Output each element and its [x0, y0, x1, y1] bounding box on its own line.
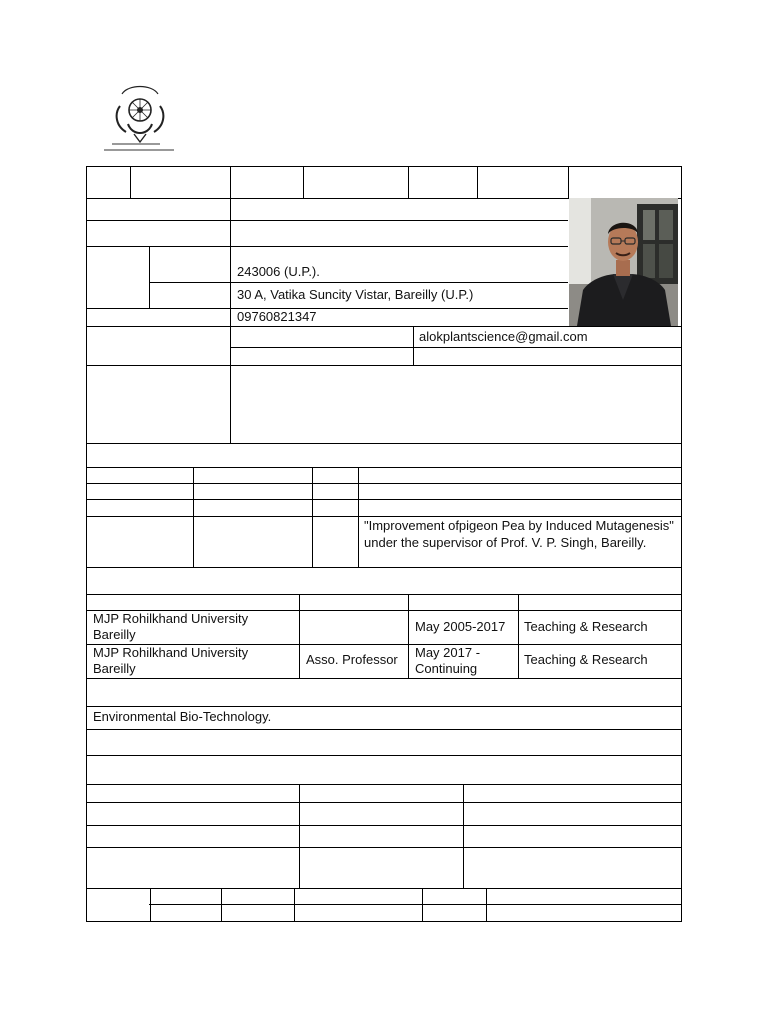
- phd-thesis-title: "Improvement ofpigeon Pea by Induced Mutagenesis" under the supervisor of Prof. V. P. Singh, Bareilly.: [364, 518, 674, 550]
- experience-row-1-nature: Teaching & Research: [524, 619, 648, 634]
- experience-row-2-organization: MJP Rohilkhand University Bareilly: [93, 645, 249, 676]
- email-address: alokplantscience@gmail.com: [419, 329, 588, 344]
- specialization-text: Environmental Bio-Technology.: [93, 709, 272, 724]
- experience-row-2-period: May 2017 - Continuing: [415, 645, 481, 676]
- experience-row-1-organization: MJP Rohilkhand University Bareilly: [93, 611, 249, 642]
- experience-row-1-period: May 2005-2017: [415, 619, 506, 634]
- applicant-photo: [569, 198, 678, 326]
- phone-number: 09760821347: [237, 309, 317, 324]
- experience-row-2-nature: Teaching & Research: [524, 652, 648, 667]
- pin-code-line: 243006 (U.P.).: [237, 264, 320, 279]
- address-line: 30 A, Vatika Suncity Vistar, Bareilly (U.P.): [237, 287, 474, 302]
- experience-row-2-designation: Asso. Professor: [306, 652, 398, 667]
